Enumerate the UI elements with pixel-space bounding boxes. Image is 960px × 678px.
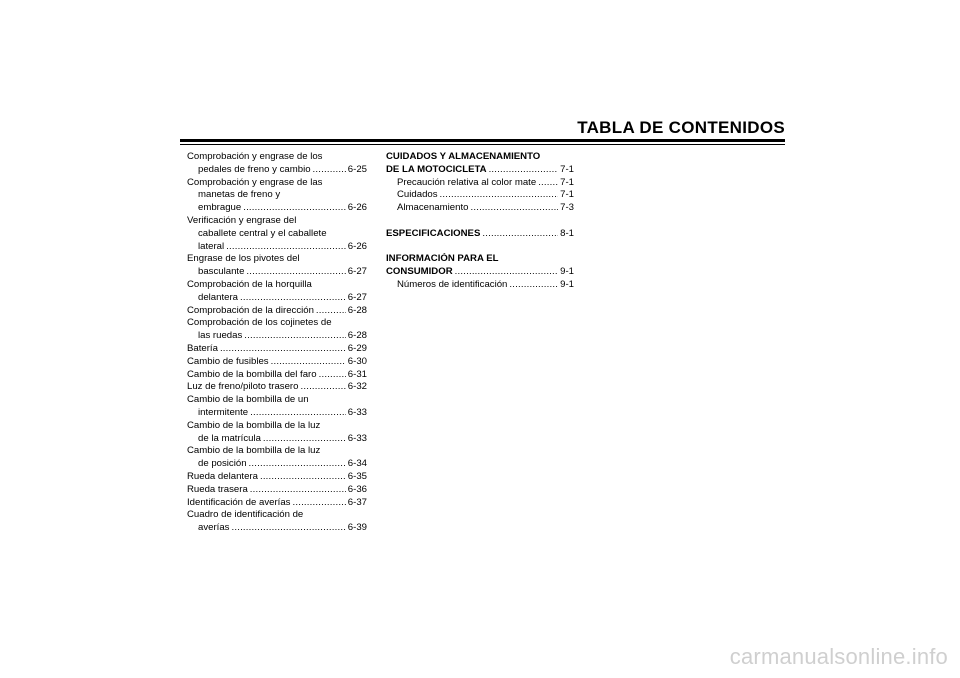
toc-entry-label: Rueda trasera — [187, 483, 248, 495]
toc-entry-line — [187, 458, 367, 471]
page-title: TABLA DE CONTENIDOS — [577, 118, 785, 137]
toc-entry-line — [187, 497, 367, 510]
toc-entry-line — [187, 253, 367, 266]
toc-entry-line — [187, 266, 367, 279]
toc-entry-label: Cambio de fusibles — [187, 355, 269, 367]
toc-entry-label: Cuidados — [397, 189, 438, 201]
toc-heading-consumer[interactable] — [386, 253, 574, 279]
toc-page-number: 6-32 — [347, 381, 367, 393]
toc-entry-line — [187, 177, 367, 190]
toc-entry[interactable] — [187, 253, 367, 279]
toc-entry[interactable] — [187, 343, 367, 356]
section-gap — [386, 241, 574, 254]
toc-page-number: 8-1 — [560, 227, 574, 239]
toc-entry-line — [187, 317, 367, 330]
title-rule-thick — [180, 139, 785, 142]
toc-entry-label: Batería — [187, 342, 218, 354]
toc-page-number: 6-27 — [347, 266, 367, 278]
toc-entry-line — [187, 343, 367, 356]
toc-page-number: 7-1 — [560, 163, 574, 175]
toc-page-number: 6-37 — [347, 496, 367, 508]
toc-entry-label: Cambio de la bombilla del faro — [187, 368, 317, 380]
toc-entry-label: Precaución relativa al color mate — [397, 176, 537, 188]
toc-entry-line — [187, 394, 367, 407]
toc-page-number: 6-36 — [347, 483, 367, 495]
toc-entry-label: manetas de freno y — [198, 189, 281, 201]
dot-leader — [249, 458, 346, 471]
toc-page-number: 6-34 — [347, 458, 367, 470]
toc-page-number: 6-28 — [347, 330, 367, 342]
toc-entry-line — [187, 433, 367, 446]
toc-entry-line — [187, 228, 367, 241]
dot-leader — [538, 177, 558, 190]
toc-entry-line — [187, 522, 367, 535]
toc-page-number: 6-27 — [347, 291, 367, 303]
toc-entry-line — [187, 407, 367, 420]
toc-entry-label: Cambio de la bombilla de la luz — [187, 445, 321, 457]
toc-entry-line — [187, 509, 367, 522]
toc-entry[interactable] — [187, 420, 367, 446]
dot-leader — [250, 484, 346, 497]
toc-entry-label: basculante — [198, 266, 245, 278]
dot-leader — [226, 241, 346, 254]
toc-entry-label: Engrase de los pivotes del — [187, 253, 300, 265]
toc-entry[interactable] — [187, 497, 367, 510]
toc-page-number: 7-1 — [560, 189, 574, 201]
toc-entry-line — [187, 381, 367, 394]
toc-entry[interactable] — [187, 445, 367, 471]
toc-entry[interactable] — [187, 356, 367, 369]
toc-entry[interactable] — [386, 189, 574, 202]
toc-heading-text: DE LA MOTOCICLETA — [386, 163, 487, 175]
toc-page-number: 6-26 — [347, 202, 367, 214]
dot-leader — [489, 164, 559, 177]
toc-heading-text: CONSUMIDOR — [386, 266, 453, 278]
toc-entry-line — [187, 471, 367, 484]
toc-entry-line — [187, 189, 367, 202]
toc-entry[interactable] — [187, 381, 367, 394]
toc-page-number: 6-29 — [347, 342, 367, 354]
section-gap — [386, 215, 574, 228]
toc-entry-line — [187, 151, 367, 164]
toc-column-left — [187, 151, 367, 535]
toc-entry[interactable] — [187, 215, 367, 253]
toc-heading-line — [386, 164, 574, 177]
toc-entry-line — [187, 356, 367, 369]
toc-entry-line — [187, 330, 367, 343]
toc-entry[interactable] — [386, 279, 574, 292]
toc-entry-label: Almacenamiento — [397, 202, 469, 214]
toc-entry-label: las ruedas — [198, 330, 243, 342]
dot-leader — [455, 266, 559, 279]
toc-entry-label: pedales de freno y cambio — [198, 163, 311, 175]
toc-entry-line — [187, 420, 367, 433]
watermark: carmanualsonline.info — [729, 644, 948, 669]
toc-page-number: 6-39 — [347, 522, 367, 534]
toc-heading-line — [386, 151, 574, 164]
dot-leader — [313, 164, 346, 177]
toc-entry-line — [187, 305, 367, 318]
toc-entry[interactable] — [187, 394, 367, 420]
toc-entry-label: averías — [198, 522, 230, 534]
toc-entry[interactable] — [187, 151, 367, 177]
toc-heading-text: INFORMACIÓN PARA EL — [386, 253, 499, 265]
toc-page-number: 7-1 — [560, 176, 574, 188]
dot-leader — [246, 266, 345, 279]
dot-leader — [240, 292, 346, 305]
dot-leader — [316, 305, 346, 318]
toc-entry-label: Comprobación y engrase de las — [187, 176, 323, 188]
toc-page-number: 6-31 — [347, 368, 367, 380]
toc-entry-label: Comprobación de la dirección — [187, 304, 314, 316]
dot-leader — [292, 497, 345, 510]
title-rule-thin — [180, 144, 785, 145]
toc-entry-label: Cuadro de identificación de — [187, 509, 304, 521]
toc-entry-label: Comprobación de los cojinetes de — [187, 317, 332, 329]
dot-leader — [244, 330, 346, 343]
toc-entry-label: Comprobación de la horquilla — [187, 278, 312, 290]
toc-entry-label: Luz de freno/piloto trasero — [187, 381, 299, 393]
toc-entry[interactable] — [187, 279, 367, 305]
toc-entry-line — [187, 484, 367, 497]
toc-entry-label: delantera — [198, 291, 239, 303]
dot-leader — [300, 381, 345, 394]
toc-entry[interactable] — [187, 484, 367, 497]
toc-entry-line — [187, 369, 367, 382]
toc-entry-line — [187, 279, 367, 292]
toc-entry-label: Identificación de averías — [187, 496, 291, 508]
toc-page-number: 6-30 — [347, 355, 367, 367]
toc-entry-label: embrague — [198, 202, 242, 214]
toc-column-right — [386, 151, 574, 292]
toc-entry[interactable] — [187, 509, 367, 535]
toc-entry[interactable] — [187, 369, 367, 382]
toc-entry-label: intermitente — [198, 406, 249, 418]
toc-heading-specs[interactable] — [386, 228, 574, 241]
toc-page-number: 6-33 — [347, 406, 367, 418]
dot-leader — [260, 471, 346, 484]
toc-page-number: 6-28 — [347, 304, 367, 316]
toc-entry[interactable] — [187, 471, 367, 484]
toc-entry[interactable] — [187, 305, 367, 318]
dot-leader — [319, 369, 346, 382]
dot-leader — [271, 356, 346, 369]
toc-entry[interactable] — [187, 317, 367, 343]
toc-entry-label: de posición — [198, 458, 247, 470]
dot-leader — [263, 433, 346, 446]
dot-leader — [243, 202, 346, 215]
dot-leader — [440, 189, 559, 202]
toc-page-number: 9-1 — [560, 266, 574, 278]
toc-entry-label: Verificación y engrase del — [187, 214, 297, 226]
dot-leader — [220, 343, 346, 356]
toc-entry[interactable] — [386, 177, 574, 190]
toc-entry-line — [187, 164, 367, 177]
toc-entry-label: Rueda delantera — [187, 470, 258, 482]
dot-leader — [231, 522, 345, 535]
toc-entry-label: Comprobación y engrase de los — [187, 151, 323, 162]
toc-entry-line — [187, 215, 367, 228]
dot-leader — [482, 228, 558, 241]
toc-entry-label: Cambio de la bombilla de la luz — [187, 419, 321, 431]
toc-entry-label: Cambio de la bombilla de un — [187, 394, 309, 406]
dot-leader — [470, 202, 558, 215]
toc-entry-label: lateral — [198, 240, 225, 252]
toc-heading-care[interactable] — [386, 151, 574, 177]
toc-page-number: 6-25 — [347, 163, 367, 175]
dot-leader — [250, 407, 346, 420]
toc-entry-line — [187, 202, 367, 215]
toc-entry-line — [187, 445, 367, 458]
toc-entry-line — [187, 241, 367, 254]
toc-entry[interactable] — [187, 177, 367, 215]
toc-entry-label: caballete central y el caballete — [198, 227, 327, 239]
toc-page-number: 7-3 — [560, 202, 574, 214]
toc-heading-text: ESPECIFICACIONES — [386, 227, 481, 239]
toc-page-number: 6-33 — [347, 432, 367, 444]
dot-leader — [509, 279, 558, 292]
toc-entry-line — [187, 292, 367, 305]
toc-page-number: 6-35 — [347, 470, 367, 482]
toc-page-number: 6-26 — [347, 240, 367, 252]
toc-entry[interactable] — [386, 202, 574, 215]
toc-page-number: 9-1 — [560, 278, 574, 290]
toc-entry-label: Números de identificación — [397, 278, 508, 290]
toc-entry-label: de la matrícula — [198, 432, 261, 444]
toc-heading-text: CUIDADOS Y ALMACENAMIENTO — [386, 151, 541, 162]
